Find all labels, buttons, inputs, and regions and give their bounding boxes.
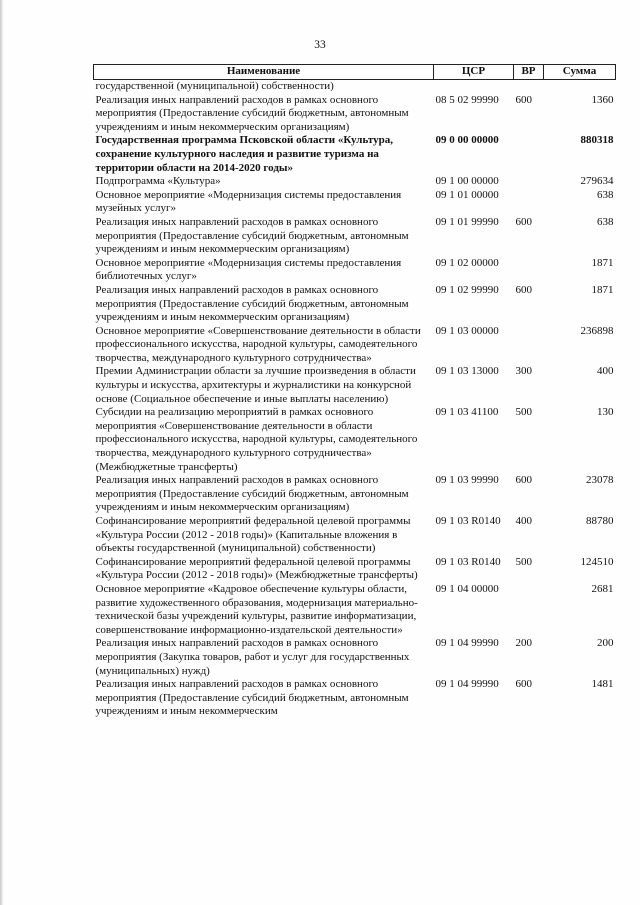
cell-vr [514,189,544,216]
cell-sum: 23078 [586,474,614,487]
cell-csr [434,80,514,94]
cell-sum: 88780 [586,515,614,527]
cell-sum: 130 [597,406,614,419]
cell-name: Софинансирование мероприятий федеральной целевой программы «Культура России (2012 - 2018 годы)» (Межбюджетные трансферты) [95,555,418,582]
cell-name: Основное мероприятие «Модернизация системы предоставления библиотечных услуг» [95,256,402,283]
cell-vr: 600 [515,215,532,228]
header-sum: Сумма [544,65,616,80]
cell-sum: 638 [597,215,614,228]
cell-sum: 638 [597,188,614,201]
cell-name: Премии Администрации области за лучшие произведения в области культуры и искусства, архитектуры и журналистики на конкурсной основе (Социальное обеспечение и иные выплаты населению) [95,365,416,405]
cell-name: Реализация иных направлений расходов в рамках основного мероприятия (Предоставление субсидий бюджетным, автономным учреждениям и иным некоммерческим организациям) [95,93,409,133]
cell-vr [514,175,544,189]
table-row [94,325,616,366]
table-row [94,80,616,94]
cell-vr: 600 [515,474,532,487]
cell-name: Софинансирование мероприятий федеральной целевой программы «Культура России (2012 - 2018 годы)» (Капитальные вложения в объекты государственной (муниципальной) собственности) [95,515,411,555]
cell-name: Основное мероприятие «Кадровое обеспечение культуры области, развитие художественного образования, модернизация материально-технической базы учреждений культуры, развитие информатизации, совершенствование информационно-издательской деятельности» [95,582,418,636]
table-row [94,556,616,583]
cell-vr [514,583,544,637]
cell-sum: 2681 [591,582,614,595]
cell-name: Реализация иных направлений расходов в рамках основного мероприятия (Предоставление субсидий бюджетным, автономным учреждениям и иным некоммерческим организациям) [95,283,409,324]
page-number: 33 [314,39,326,51]
table-row [94,284,616,325]
cell-sum: 400 [597,365,614,378]
cell-vr [514,134,544,175]
table-row [94,365,616,406]
cell-sum: 1360 [591,93,614,106]
cell-csr: 09 1 03 R0140 [435,515,501,527]
table-row [94,678,616,719]
cell-name: Реализация иных направлений расходов в рамках основного мероприятия (Предоставление субсидий бюджетным, автономным учреждениям и иным некоммерческим организациям) [95,474,409,514]
cell-csr: 09 1 03 41100 [435,406,499,419]
table-row [94,134,616,175]
table-header [94,65,616,80]
cell-csr: 09 1 03 13000 [435,365,499,378]
cell-name: Основное мероприятие «Совершенствование деятельности в области профессионального искусства, народной культуры, самодеятельного творчества, международного культурного сотрудничества» [95,324,421,364]
table-row [94,474,616,515]
table-row [94,257,616,284]
cell-name: Реализация иных направлений расходов в рамках основного мероприятия (Предоставление субсидий бюджетным, автономным учреждениям и иным некоммерческим [95,678,409,718]
table-row [94,216,616,257]
cell-vr: 500 [515,406,532,419]
cell-sum [544,80,616,94]
cell-sum: 880318 [580,134,614,147]
cell-csr: 09 1 02 99990 [435,283,499,296]
cell-vr: 500 [515,555,532,568]
table-row [94,406,616,474]
cell-csr: 08 5 02 99990 [435,93,499,106]
table-row [94,583,616,637]
cell-name: Основное мероприятие «Модернизация системы предоставления музейных услуг» [95,188,402,215]
page-edge-shadow [0,0,3,905]
cell-name: государственной (муниципальной) собственности) [95,80,334,92]
table-row [94,94,616,135]
cell-vr [514,325,544,366]
cell-sum: 1871 [591,283,614,296]
cell-sum: 1481 [591,678,614,691]
cell-csr: 09 0 00 00000 [435,134,499,147]
cell-vr: 300 [515,365,532,378]
cell-sum: 236898 [580,324,614,337]
cell-csr: 09 1 01 99990 [435,215,499,228]
cell-vr: 600 [515,283,532,296]
cell-csr: 09 1 03 R0140 [435,555,501,568]
table-body [94,80,616,719]
table-row [94,175,616,189]
cell-csr: 09 1 02 00000 [435,256,499,269]
header-name: Наименование [94,65,434,80]
cell-name: Государственная программа Псковской области «Культура, сохранение культурного наследия и развитие туризма на территории области на 2014-2020 годы» [95,134,393,174]
header-vr: ВР [514,65,544,80]
cell-csr: 09 1 03 00000 [435,324,499,337]
cell-vr: 600 [515,93,532,106]
cell-sum: 279634 [580,175,614,188]
cell-sum: 124510 [580,555,614,568]
cell-sum: 200 [597,637,614,650]
cell-sum: 1871 [591,256,614,269]
cell-vr: 200 [515,637,532,650]
cell-csr: 09 1 04 99990 [435,637,499,650]
table-row [94,515,616,556]
budget-table [93,64,616,719]
cell-name: Реализация иных направлений расходов в рамках основного мероприятия (Закупка товаров, работ и услуг для государственных (муниципальных) нужд) [95,637,410,677]
header-csr: ЦСР [434,65,514,80]
cell-name: Подпрограмма «Культура» [95,175,221,188]
cell-vr: 600 [515,678,532,691]
cell-vr: 400 [515,515,532,527]
table-row [94,637,616,678]
cell-name: Реализация иных направлений расходов в рамках основного мероприятия (Предоставление субсидий бюджетным, автономным учреждениям и иным некоммерческим организациям) [95,215,409,256]
cell-csr: 09 1 04 99990 [435,678,499,691]
cell-csr: 09 1 00 00000 [435,175,499,188]
cell-vr [514,257,544,284]
table-row [94,189,616,216]
cell-csr: 09 1 03 99990 [435,474,499,487]
cell-vr [514,80,544,94]
cell-csr: 09 1 01 00000 [435,188,499,201]
cell-name: Субсидии на реализацию мероприятий в рамках основного мероприятия «Совершенствование деятельности в области профессионального искусства, народной культуры, самодеятельного творчества, международного культурного сотрудничества» (Межбюджетные трансферты) [95,406,418,473]
cell-csr: 09 1 04 00000 [435,582,499,595]
